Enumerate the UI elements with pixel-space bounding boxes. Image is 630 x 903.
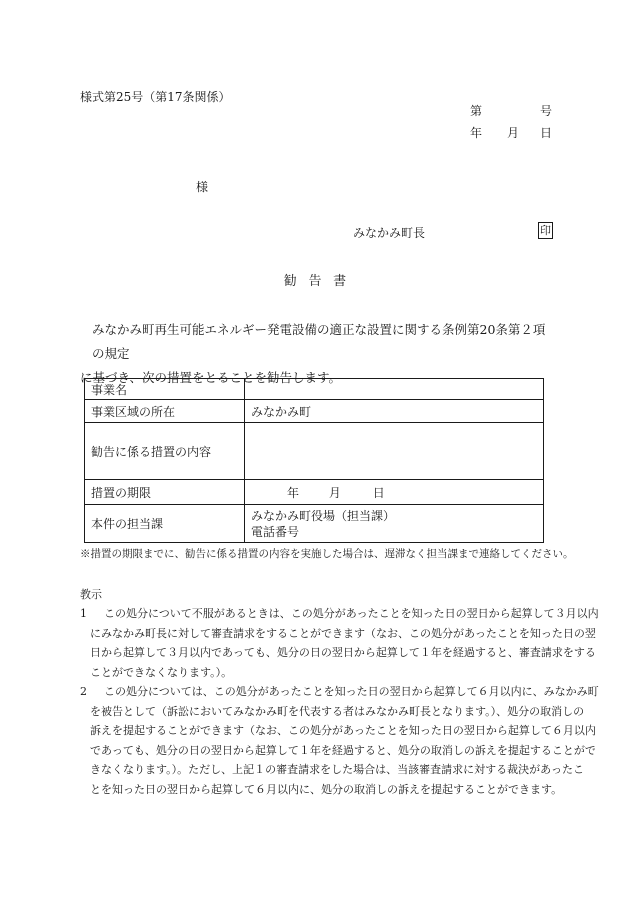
deadline-value <box>245 480 544 505</box>
instructions-heading: 教示 <box>80 588 102 601</box>
contact-dept: みなかみ町役場（担当課） <box>251 508 396 523</box>
instruction-line: 訴えを提起することができます（なお、この処分があったことを知った日の翌日から起算して６月以内 <box>90 724 596 737</box>
contact-phone: 電話番号 <box>251 524 300 539</box>
addressee: 様 <box>196 180 209 194</box>
row-value <box>245 379 544 400</box>
date-day: 日 <box>540 126 553 140</box>
instruction-line: きなくなります。）。ただし、上記１の審査請求をした場合は、当該審査請求に対する裁決があったこ <box>90 763 585 776</box>
instruction-number: 1 <box>80 607 87 620</box>
instruction-item <box>80 604 599 682</box>
table-row <box>85 423 544 480</box>
number-prefix: 第 <box>470 104 483 118</box>
table-row <box>85 480 544 505</box>
instruction-line: 日から起算して３月以内であっても、処分の日の翌日から起算して１年を経過すると、審査請求をする <box>90 646 596 659</box>
instruction-line: とを知った日の翌日から起算して６月以内に、処分の取消しの訴えを提起することができます。 <box>90 782 563 796</box>
row-label: 本件の担当課 <box>85 505 245 543</box>
row-value <box>245 505 544 543</box>
row-value <box>245 423 544 480</box>
date-year: 年 <box>470 126 483 140</box>
info-table <box>84 378 544 543</box>
row-label: 事業区域の所在 <box>85 400 245 423</box>
row-value: みなかみ町 <box>245 400 544 423</box>
row-label: 措置の期限 <box>85 480 245 505</box>
row-label: 事業名 <box>85 379 245 400</box>
table-row <box>85 400 544 423</box>
deadline-month: 月 <box>328 485 341 500</box>
seal-mark: 印 <box>540 224 551 237</box>
note-text: ※措置の期限までに、勧告に係る措置の内容を実施した場合は、遅滞なく担当課まで連絡してください。 <box>80 548 574 560</box>
date-month: 月 <box>507 126 520 140</box>
table-row <box>85 505 544 543</box>
row-label: 勧告に係る措置の内容 <box>85 423 245 480</box>
instruction-item <box>80 682 599 799</box>
instruction-line: であっても、処分の日の翌日から起算して１年を経過すると、処分の取消しの訴えを提起することがで <box>90 743 596 757</box>
deadline-day: 日 <box>372 485 385 500</box>
issuer: みなかみ町長 <box>353 226 426 240</box>
instruction-line: を被告として（訴訟においてみなかみ町を代表する者はみなかみ町長となります。）、処分の取消しの <box>90 704 585 718</box>
instruction-number: 2 <box>80 685 87 698</box>
form-number: 様式第25号（第17条関係） <box>80 90 231 104</box>
instruction-line: ことができなくなります。）。 <box>90 665 233 679</box>
instruction-line: にみなかみ町長に対して審査請求をすることができます（なお、この処分があったことを知った日の翌 <box>90 626 596 640</box>
document-title: 勧告書 <box>283 274 358 289</box>
instructions-list <box>80 604 599 799</box>
body-line: に基づき、次の措置をとることを勧告します。 <box>80 370 342 385</box>
table-row <box>85 379 544 400</box>
instruction-line: この処分について不服があるときは、この処分があったことを知った日の翌日から起算して３月以内 <box>104 607 599 620</box>
body-line: みなかみ町再生可能エネルギー発電設備の適正な設置に関する条例第20条第２項の規定 <box>92 322 546 361</box>
deadline-year: 年 <box>287 485 300 500</box>
instruction-line: この処分については、この処分があったことを知った日の翌日から起算して６月以内に、みなかみ町 <box>104 685 599 698</box>
number-suffix: 号 <box>540 104 553 118</box>
